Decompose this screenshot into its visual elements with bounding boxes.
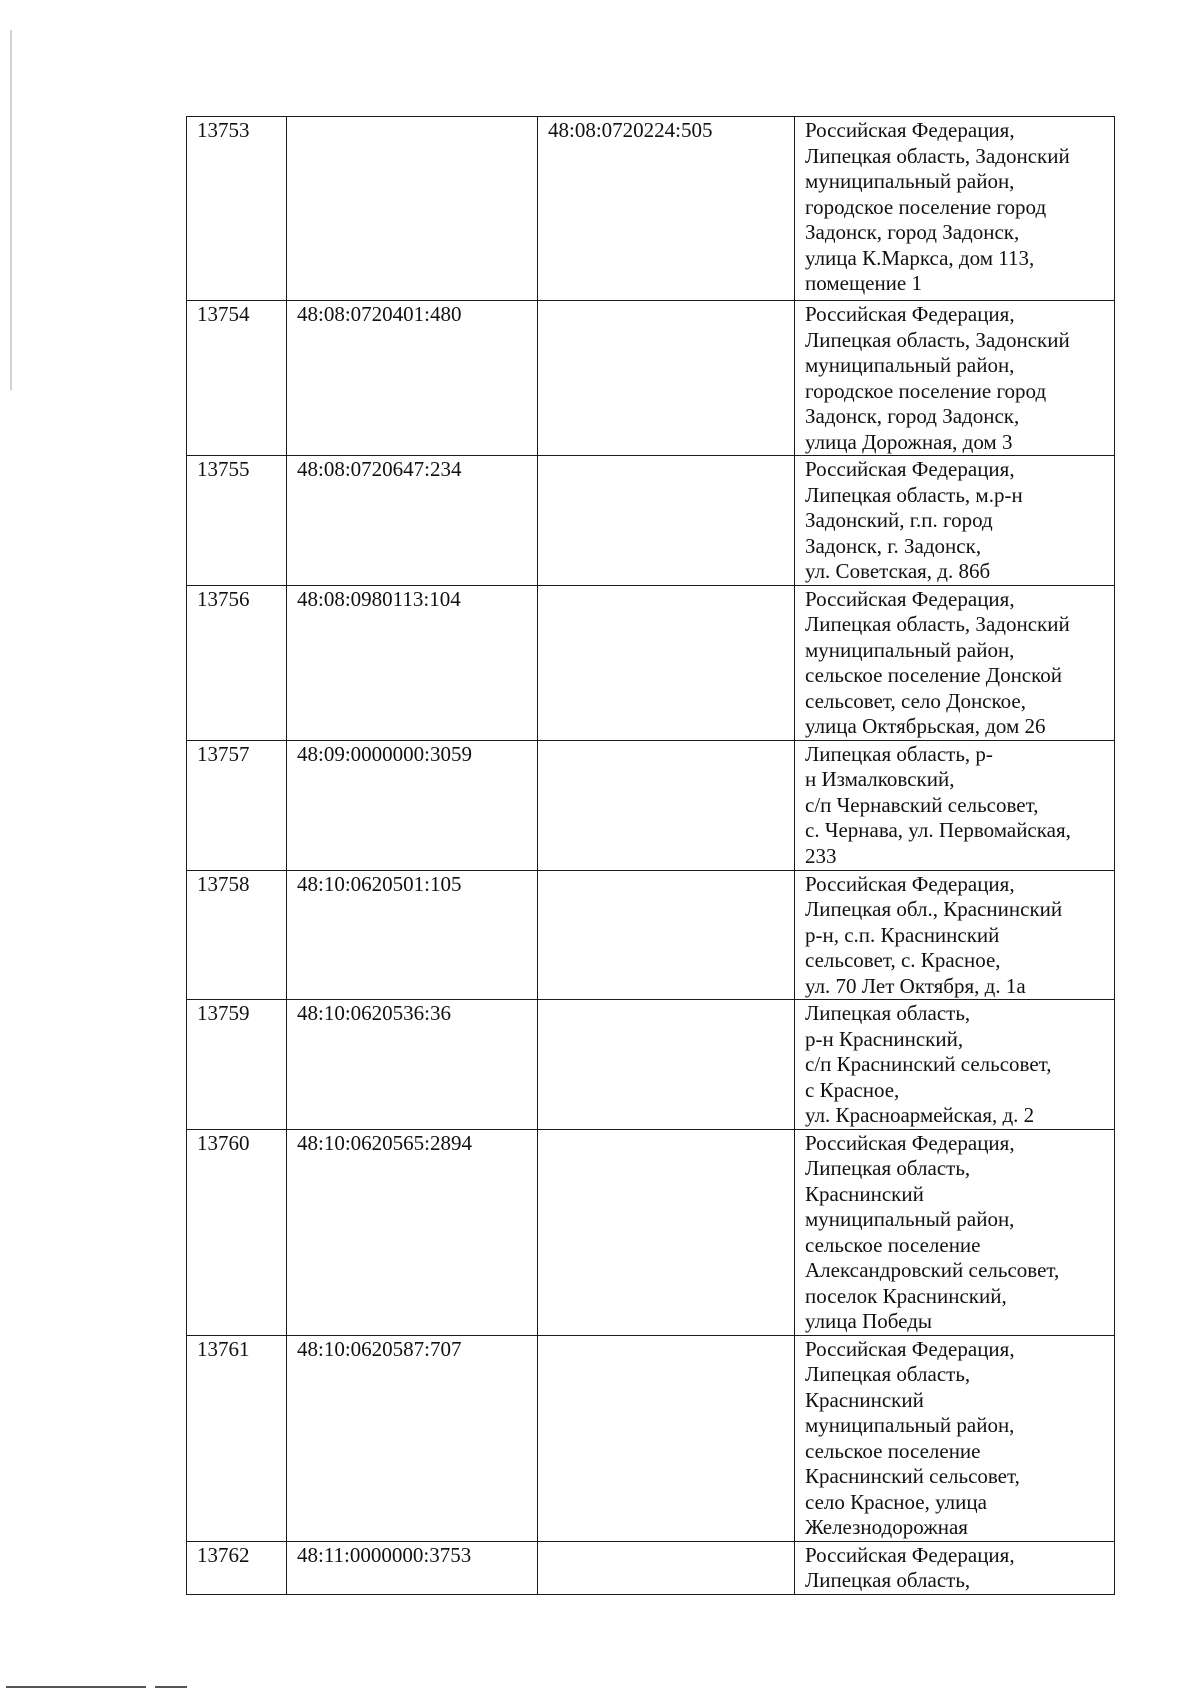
cadastral-number-2	[538, 301, 795, 456]
row-number: 13753	[187, 117, 287, 301]
cadastral-number-1: 48:10:0620536:36	[287, 1000, 538, 1130]
table-row	[187, 585, 1115, 740]
cadastral-number-2	[538, 585, 795, 740]
address: Российская Федерация, Липецкая область, Задонский муниципальный район, городское поселение город Задонск, город Задонск, улица К.Маркса, дом 113, помещение 1	[795, 117, 1115, 301]
row-number: 13761	[187, 1335, 287, 1541]
table-row	[187, 1129, 1115, 1335]
row-number: 13754	[187, 301, 287, 456]
row-number: 13760	[187, 1129, 287, 1335]
scan-edge-line	[10, 30, 12, 390]
address: Липецкая область, р-н Краснинский, с/п Краснинский сельсовет, с Красное, ул. Красноармейская, д. 2	[795, 1000, 1115, 1130]
address: Липецкая область, р- н Измалковский, с/п Чернавский сельсовет, с. Чернава, ул. Первомайская, 233	[795, 740, 1115, 870]
cadastral-number-1: 48:08:0980113:104	[287, 585, 538, 740]
table-row	[187, 456, 1115, 586]
scan-bottom-line-short	[155, 1686, 187, 1688]
cadastral-number-2	[538, 870, 795, 1000]
cadastral-number-1: 48:09:0000000:3059	[287, 740, 538, 870]
cadastral-number-2	[538, 1541, 795, 1594]
address: Российская Федерация, Липецкая область, Задонский муниципальный район, сельское поселение Донской сельсовет, село Донское, улица Октябрьская, дом 26	[795, 585, 1115, 740]
cadastral-number-1: 48:10:0620565:2894	[287, 1129, 538, 1335]
registry-table-body	[187, 117, 1115, 1595]
row-number: 13758	[187, 870, 287, 1000]
row-number: 13762	[187, 1541, 287, 1594]
row-number: 13759	[187, 1000, 287, 1130]
cadastral-number-1: 48:10:0620587:707	[287, 1335, 538, 1541]
row-number: 13756	[187, 585, 287, 740]
cadastral-number-2	[538, 1000, 795, 1130]
address: Российская Федерация, Липецкая область, Краснинский муниципальный район, сельское поселение Краснинский сельсовет, село Красное, улица Железнодорожная	[795, 1335, 1115, 1541]
address: Российская Федерация, Липецкая область, Задонский муниципальный район, городское поселение город Задонск, город Задонск, улица Дорожная, дом 3	[795, 301, 1115, 456]
cadastral-number-1: 48:10:0620501:105	[287, 870, 538, 1000]
property-registry-table	[186, 116, 1115, 1595]
address: Российская Федерация, Липецкая область, м.р-н Задонский, г.п. город Задонск, г. Задонск, ул. Советская, д. 86б	[795, 456, 1115, 586]
table-row	[187, 117, 1115, 301]
table-row	[187, 740, 1115, 870]
row-number: 13757	[187, 740, 287, 870]
cadastral-number-2	[538, 1335, 795, 1541]
table-row	[187, 301, 1115, 456]
address: Российская Федерация, Липецкая обл., Краснинский р-н, с.п. Краснинский сельсовет, с. Красное, ул. 70 Лет Октября, д. 1а	[795, 870, 1115, 1000]
row-number: 13755	[187, 456, 287, 586]
cadastral-number-1: 48:08:0720401:480	[287, 301, 538, 456]
address: Российская Федерация, Липецкая область, Краснинский муниципальный район, сельское поселение Александровский сельсовет, поселок Краснинский, улица Победы	[795, 1129, 1115, 1335]
address: Российская Федерация, Липецкая область,	[795, 1541, 1115, 1594]
table-row	[187, 1541, 1115, 1594]
cadastral-number-1: 48:08:0720647:234	[287, 456, 538, 586]
cadastral-number-2: 48:08:0720224:505	[538, 117, 795, 301]
table-row	[187, 1000, 1115, 1130]
scan-bottom-line	[6, 1686, 146, 1688]
cadastral-number-2	[538, 1129, 795, 1335]
cadastral-number-1	[287, 117, 538, 301]
table-row	[187, 870, 1115, 1000]
table-row	[187, 1335, 1115, 1541]
cadastral-number-2	[538, 740, 795, 870]
cadastral-number-2	[538, 456, 795, 586]
cadastral-number-1: 48:11:0000000:3753	[287, 1541, 538, 1594]
